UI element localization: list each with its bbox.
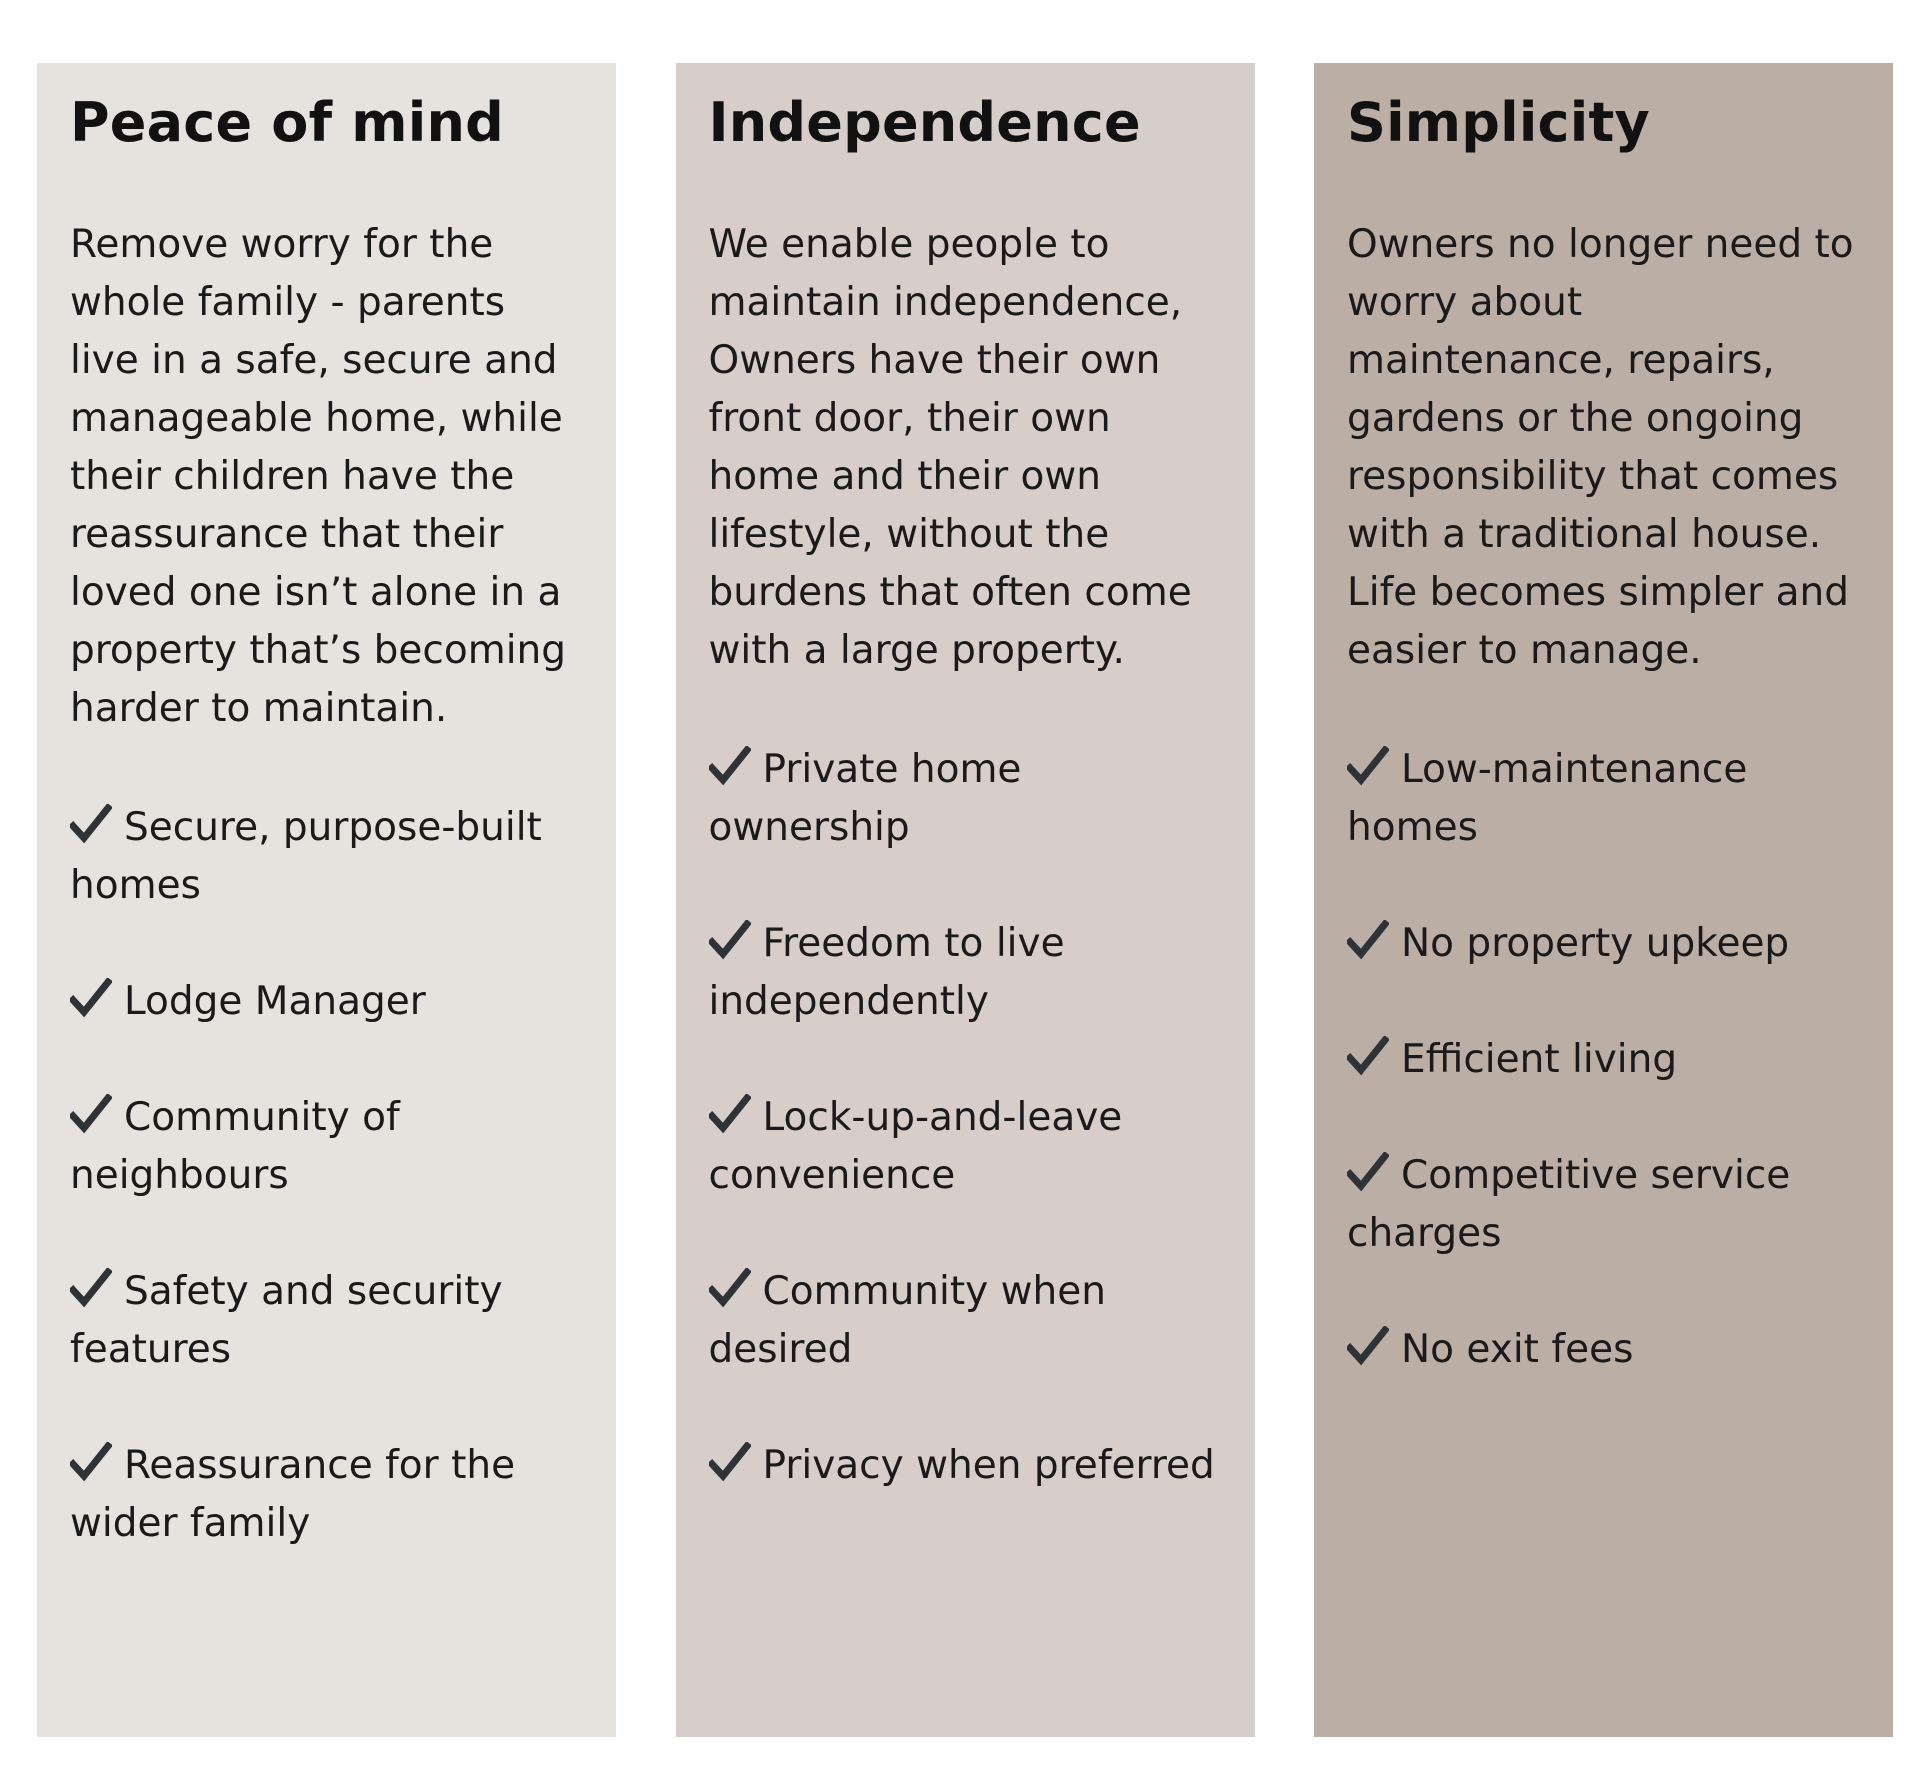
list-item-label: Reassurance for the wider family <box>70 1442 516 1546</box>
checkmark-icon <box>70 1094 112 1134</box>
column-title: Simplicity <box>1347 91 1650 154</box>
checkmark-icon <box>709 746 751 786</box>
feature-list <box>1347 741 1861 1379</box>
checkmark-icon <box>1347 1152 1389 1192</box>
list-item-label: Safety and security features <box>70 1268 503 1372</box>
checkmark-icon <box>709 1094 751 1134</box>
checkmark-icon <box>70 978 112 1018</box>
list-item-label: Community of neighbours <box>70 1094 400 1198</box>
list-item-label: Freedom to live independently <box>708 920 1065 1024</box>
feature-list <box>70 799 584 1553</box>
list-item <box>1347 1147 1861 1263</box>
list-item <box>1347 741 1861 857</box>
column-description: We enable people to maintain independence, Owners have their own front door, their own home and their own lifestyle, without the burdens that often come with a large property. <box>708 221 1192 673</box>
list-item <box>1347 1031 1861 1089</box>
list-item <box>709 1437 1223 1495</box>
column-description: Remove worry for the whole family - parents live in a safe, secure and manageable home, while their children have the reassurance that their loved one isn’t alone in a property that’s becoming harder to maintain. <box>70 221 567 731</box>
list-item <box>1347 915 1861 973</box>
list-item <box>70 1437 584 1553</box>
list-item <box>709 741 1223 857</box>
column-title: Independence <box>708 91 1141 154</box>
checkmark-icon <box>70 1442 112 1482</box>
list-item-label: Lodge Manager <box>124 978 426 1024</box>
checkmark-icon <box>709 920 751 960</box>
list-item-label: No exit fees <box>1401 1326 1634 1372</box>
list-item-label: Community when desired <box>708 1268 1106 1372</box>
checkmark-icon <box>1347 1036 1389 1076</box>
column-peace-of-mind <box>37 63 616 1737</box>
list-item <box>709 1089 1223 1205</box>
checkmark-icon <box>1347 746 1389 786</box>
list-item-label: Efficient living <box>1401 1036 1678 1082</box>
list-item <box>70 799 584 915</box>
column-simplicity <box>1314 63 1893 1737</box>
list-item-label: Low-maintenance homes <box>1347 746 1748 850</box>
checkmark-icon <box>1347 1326 1389 1366</box>
list-item <box>70 1089 584 1205</box>
checkmark-icon <box>709 1268 751 1308</box>
checkmark-icon <box>1347 920 1389 960</box>
list-item-label: Lock-up-and-leave convenience <box>708 1094 1123 1198</box>
list-item-label: Secure, purpose-built homes <box>70 804 542 908</box>
list-item-label: Competitive service charges <box>1347 1152 1791 1256</box>
list-item-label: Privacy when preferred <box>762 1442 1215 1488</box>
checkmark-icon <box>70 1268 112 1308</box>
list-item <box>70 1263 584 1379</box>
column-independence <box>676 63 1255 1737</box>
list-item-label: No property upkeep <box>1401 920 1790 966</box>
checkmark-icon <box>70 804 112 844</box>
feature-list <box>709 741 1223 1495</box>
checkmark-icon <box>709 1442 751 1482</box>
list-item <box>709 915 1223 1031</box>
column-title: Peace of mind <box>70 91 504 154</box>
list-item <box>1347 1321 1861 1379</box>
column-description: Owners no longer need to worry about maintenance, repairs, gardens or the ongoing responsibility that comes with a traditional house. Life becomes simpler and easier to manage. <box>1347 221 1854 673</box>
list-item <box>70 973 584 1031</box>
list-item <box>709 1263 1223 1379</box>
list-item-label: Private home ownership <box>708 746 1022 850</box>
feature-columns <box>37 63 1893 1737</box>
